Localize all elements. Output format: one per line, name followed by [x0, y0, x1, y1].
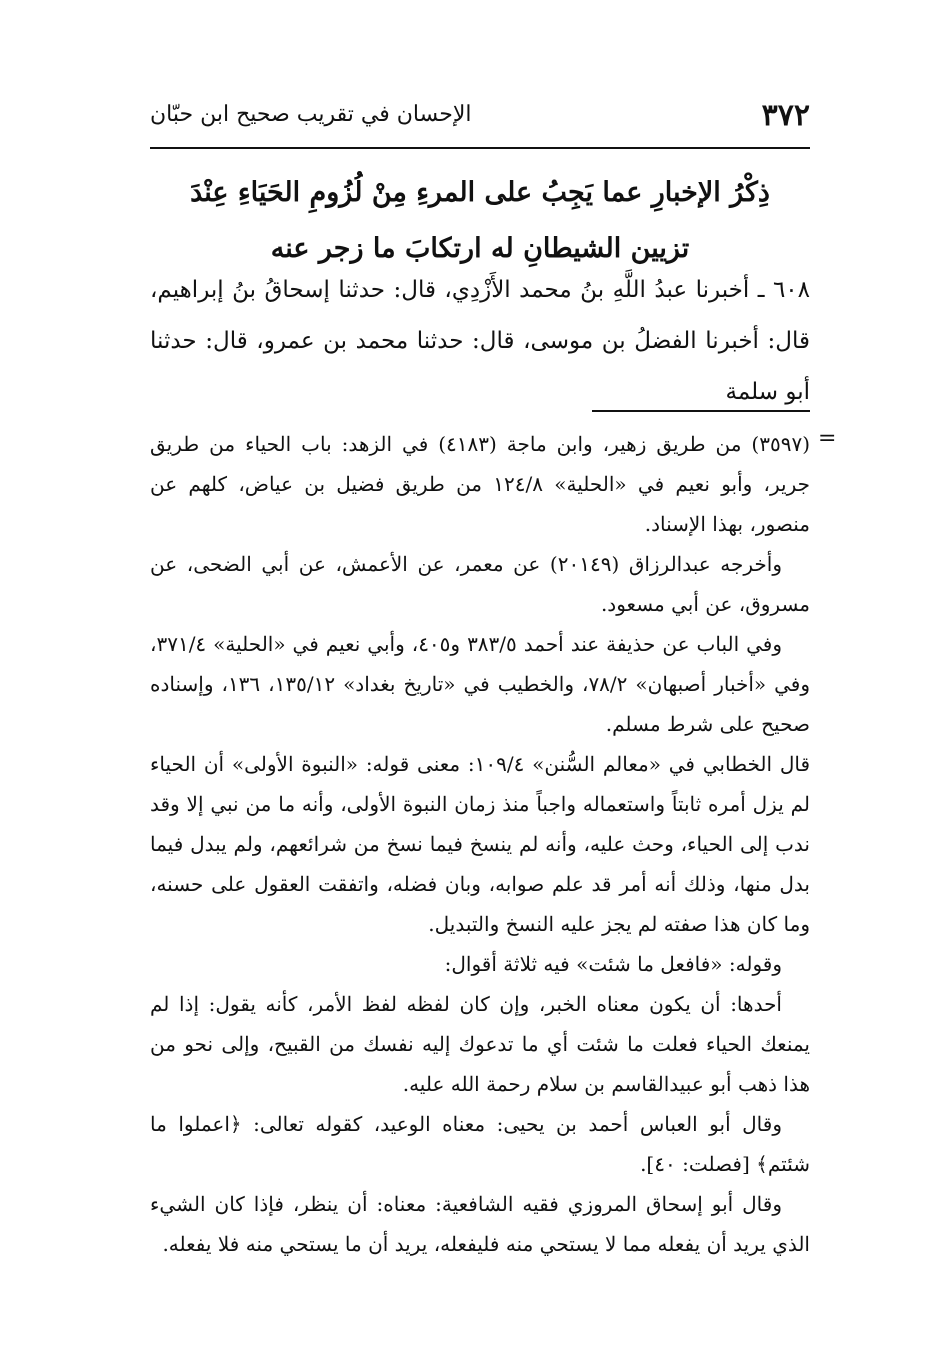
footnote-continuation-mark: = — [818, 426, 837, 451]
running-title: الإحسان في تقريب صحيح ابن حبّان — [150, 102, 472, 127]
footnotes — [150, 424, 810, 1264]
page-header — [150, 92, 810, 140]
page-number: ٣٧٢ — [761, 98, 810, 133]
footnote-divider — [592, 410, 810, 412]
footnote-paragraph: (٣٥٩٧) من طريق زهير، وابن ماجة (٤١٨٣) في الزهد: باب الحياء من طريق جرير، وأبو نعيم في «الحلية» ١٢٤/٨ من طريق فضيل بن عياض، كلهم عن منصور، بهذا الإسناد. — [150, 432, 811, 536]
chapter-heading — [150, 165, 810, 277]
footnote-paragraph: أحدها: أن يكون معناه الخبر، وإن كان لفظه لفظ الأمر، كأنه يقول: إذا لم يمنعك الحياء فعلت ما شئت أي ما تدعوك إليه نفسك من القبيح، وإلى نحو من هذا ذهب أبو عبيدالقاسم بن سلام رحمة الله عليه. — [150, 992, 810, 1096]
footnote-paragraph: وقال أبو العباس أحمد بن يحيى: معناه الوعيد، كقوله تعالى: ﴿اعملوا ما شئتم﴾ [فصلت: ٤٠]. — [150, 1112, 810, 1176]
footnote-paragraph: وقال أبو إسحاق المروزي فقيه الشافعية: معناه: أن ينظر، فإذا كان الشيء الذي يريد أن يفعله مما لا يستحي منه فليفعله، يريد أن ما يستحي منه فلا يفعله. — [150, 1192, 810, 1256]
footnote-paragraph: وأخرجه عبدالرزاق (٢٠١٤٩) عن معمر، عن الأعمش، عن أبي الضحى، عن مسروق، عن أبي مسعود. — [150, 552, 810, 616]
footnote-paragraph: وقوله: «فافعل ما شئت» فيه ثلاثة أقوال: — [444, 952, 782, 976]
chapter-heading-line-2: تزيين الشيطانِ له ارتكابَ ما زجر عنه — [270, 233, 690, 264]
chapter-heading-line-1: ذِكْرُ الإخبارِ عما يَجِبُ على المرءِ مِنْ لُزُومِ الحَيَاءِ عِنْدَ — [190, 177, 770, 208]
footnote-paragraph: وفي الباب عن حذيفة عند أحمد ٣٨٣/٥ و٤٠٥، وأبي نعيم في «الحلية» ٣٧١/٤، وفي «أخبار أصبهان» ٧٨/٢، والخطيب في «تاريخ بغداد» ١٣٥/١٢، ١٣٦، وإسناده صحيح على شرط مسلم. — [150, 632, 811, 736]
hadith-608: ٦٠٨ ـ أخبرنا عبدُ اللَّهِ بنُ محمد الأَزْدِي، قال: حدثنا إسحاقُ بنُ إبراهيم، قال: أخبرنا الفضلُ بن موسى، قال: حدثنا محمد بن عمرو، قال: حدثنا أبو سلمة — [150, 277, 811, 405]
footnote-paragraph: قال الخطابي في «معالم السُّنن» ١٠٩/٤: معنى قوله: «النبوة الأولى» أن الحياء لم يزل أمره ثابتاً واستعماله واجباً منذ زمان النبوة الأولى، وأنه ما من نبي إلا وقد ندب إلى الحياء، وحث عليه، وأنه لم ينسخ فيما نسخ من شرائعهم، ولم يبدل فيما بدل منها، وذلك أنه أمر قد علم صوابه، وبان فضله، واتفقت العقول على حسنه، وما كان هذا صفته لم يجز عليه النسخ والتبديل. — [150, 752, 811, 936]
header-divider — [150, 147, 810, 149]
hadith-text — [150, 265, 810, 418]
